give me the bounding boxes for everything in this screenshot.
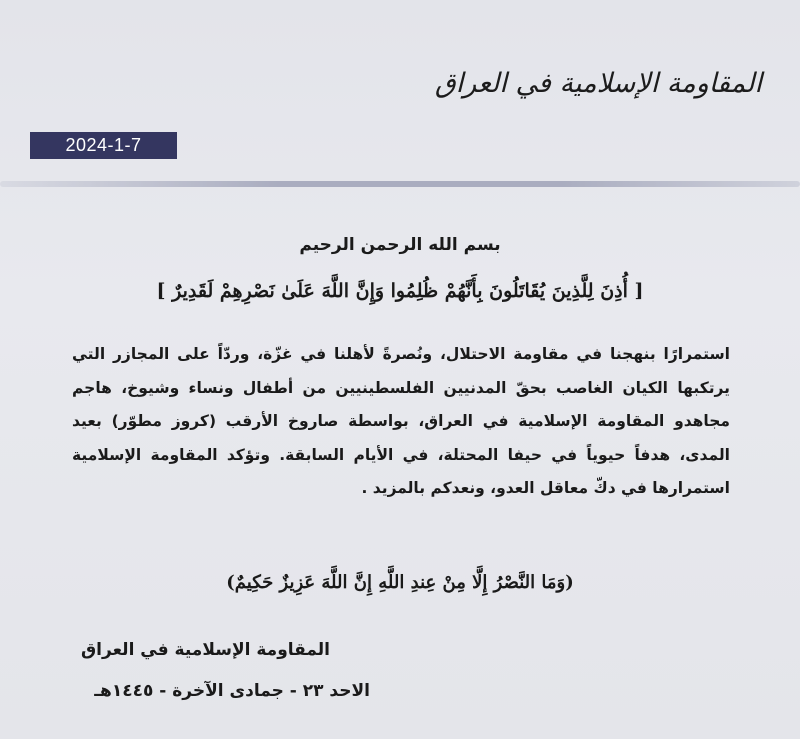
- date-badge: 2024-1-7: [30, 132, 177, 159]
- closing-verse: (وَمَا النَّصْرُ إِلَّا مِنْ عِندِ اللَّهِ إِنَّ اللَّهَ عَزِيزٌ حَكِيمٌ): [226, 572, 574, 593]
- opening-verse: [ أُذِنَ لِلَّذِينَ يُقَاتَلُونَ بِأَنَّهُمْ ظُلِمُوا وَإِنَّ اللَّهَ عَلَىٰ نَصْرِهِمْ لَقَدِيرٌ ]: [156, 280, 644, 302]
- basmala: بسم الله الرحمن الرحيم: [299, 235, 501, 255]
- signature-date: الاحد ٢٣ - جمادى الآخرة - ١٤٤٥هـ: [94, 681, 370, 701]
- statement-body: استمرارًا بنهجنا في مقاومة الاحتلال، ونُصرةً لأهلنا في غزّة، وردّاً على المجازر التي يرتكبها الكيان الغاصب بحقّ المدنيين الفلسطينيين من أطفال ونساء وشيوخ، هاجم مجاهدو المقاومة الإسلامية في العراق، بواسطة صاروخ الأرقب (كروز مطوّر) بعيد المدى، هدفاً حيوياً في حيفا المحتلة، في الأيام السابقة. وتؤكد المقاومة الإسلامية استمرارها في دكّ معاقل العدو، ونعدكم بالمزيد .: [72, 345, 730, 498]
- organization-logo: المقاومة الإسلامية في العراق: [434, 68, 762, 99]
- header-divider: [0, 181, 800, 187]
- signature-name: المقاومة الإسلامية في العراق: [80, 640, 330, 660]
